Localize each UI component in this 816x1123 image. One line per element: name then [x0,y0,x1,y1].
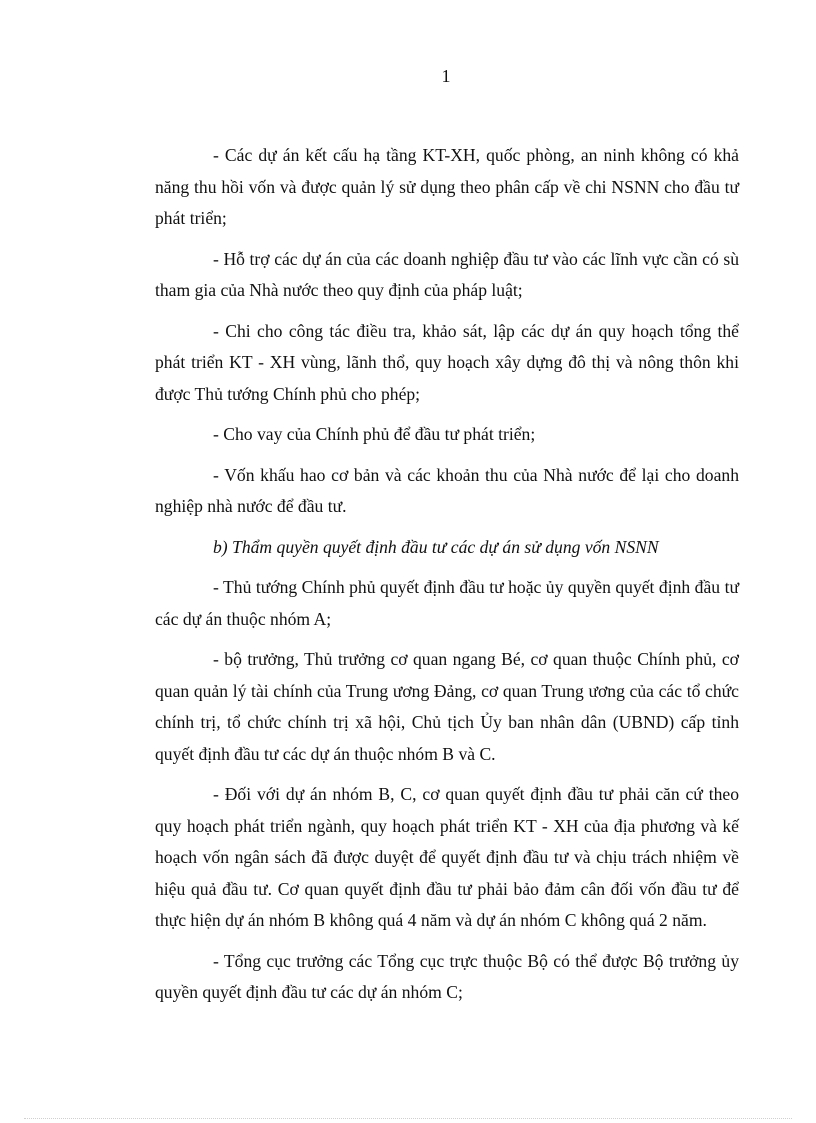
paragraph-ministers: - bộ trưởng, Thủ trưởng cơ quan ngang Bé, cơ quan thuộc Chính phủ, cơ quan quản lý tài chính của Trung ương Đảng, cơ quan Trung ương của các tổ chức chính trị, tổ chức chính trị xã hội, Chủ tịch Ủy ban nhân dân (UBND) cấp tỉnh quyết định đầu tư các dự án thuộc nhóm B và C. [155,649,739,764]
paragraph-enterprise-support: - Hỗ trợ các dự án của các doanh nghiệp đầu tư vào các lĩnh vực cần có sù tham gia của Nhà nước theo quy định của pháp luật; [155,248,739,300]
paragraph-government-loans: - Cho vay của Chính phủ để đầu tư phát triển; [213,424,536,444]
paragraph-infrastructure-projects: - Các dự án kết cấu hạ tầng KT-XH, quốc phòng, an ninh không có khả năng thu hồi vốn và được quản lý sử dụng theo phân cấp về chi NSNN cho đầu tư phát triển; [155,145,739,228]
paragraph-depreciation-capital: - Vốn khấu hao cơ bản và các khoản thu của Nhà nước để lại cho doanh nghiệp nhà nước để đầu tư. [155,464,739,516]
paragraph-survey-planning: - Chi cho công tác điều tra, khảo sát, lập các dự án quy hoạch tổng thể phát triển KT - XH vùng, lãnh thổ, quy hoạch xây dựng đô thị và nông thôn khi được Thủ tướng Chính phủ cho phép; [155,320,739,404]
paragraph-general-directors: - Tổng cục trưởng các Tổng cục trực thuộc Bộ có thể được Bộ trưởng ủy quyền quyết định đầu tư các dự án nhóm C; [155,950,739,1002]
page-bottom-divider [24,1118,792,1119]
paragraph-prime-minister: - Thủ tướng Chính phủ quyết định đầu tư hoặc ủy quyền quyết định đầu tư các dự án thuộc nhóm A; [155,577,739,629]
page-number: 1 [441,66,451,86]
paragraph-group-b-c: - Đối với dự án nhóm B, C, cơ quan quyết định đầu tư phải căn cứ theo quy hoạch phát triển ngành, quy hoạch phát triển KT - XH của địa phương và kế hoạch vốn ngân sách đã được duyệt để quyết định đầu tư và chịu trách nhiệm về hiệu quả đầu tư. Cơ quan quyết định đầu tư phải bảo đảm cân đối vốn đầu tư để thực hiện dự án nhóm B không quá 4 năm và dự án nhóm C không quá 2 năm. [155,784,739,930]
document-body [155,140,739,1018]
section-heading-investment-authority: b) Thẩm quyền quyết định đầu tư các dự án sử dụng vốn NSNN [213,536,659,557]
